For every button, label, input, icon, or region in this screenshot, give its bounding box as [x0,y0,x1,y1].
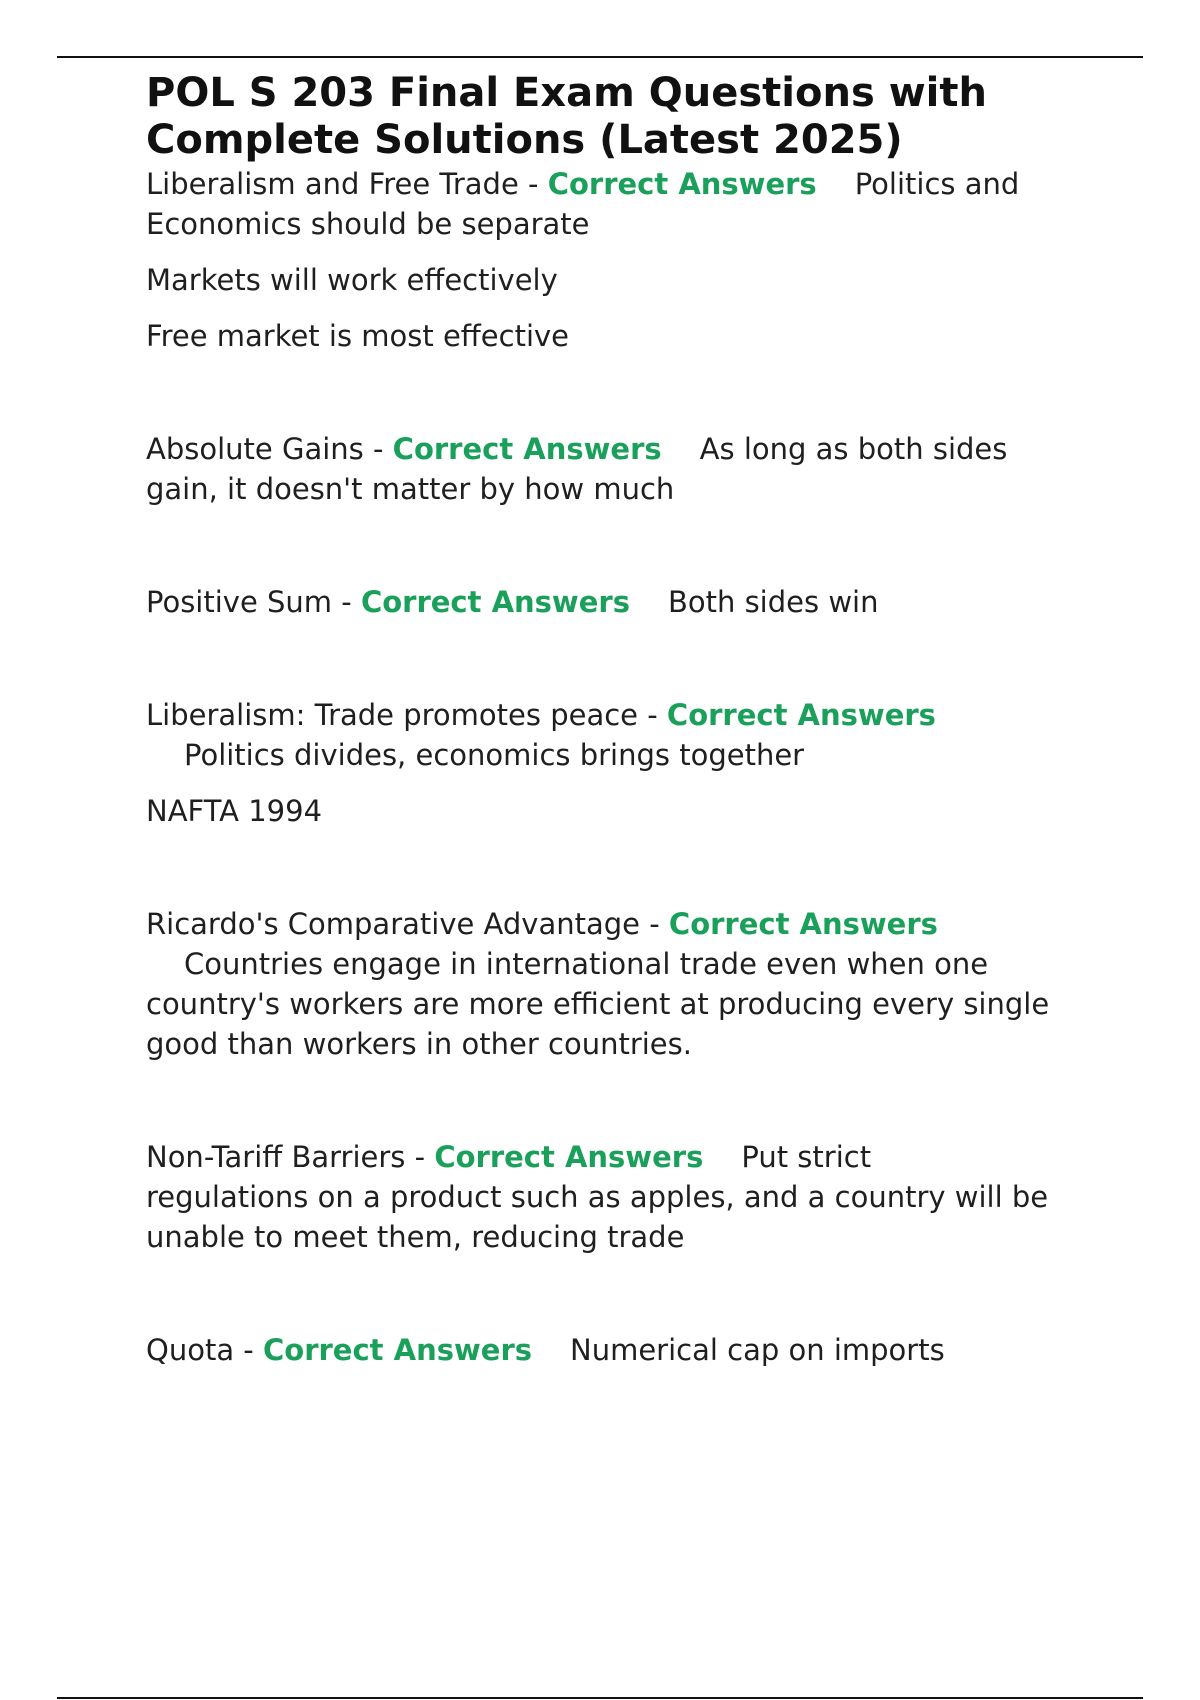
answer-text: Free market is most effective [146,319,570,353]
qa-entry [146,904,1086,1064]
answer-text: Politics and [854,167,1020,201]
qa-line [146,904,1086,944]
answer-text: Economics should be separate [146,207,590,241]
correct-answers-label: Correct Answers [360,585,630,619]
qa-line [146,429,1086,469]
answer-text: NAFTA 1994 [146,794,323,828]
qa-line [146,944,1086,984]
term: Absolute Gains - [146,432,393,466]
answer-text: Politics divides, economics brings together [184,738,805,772]
qa-entry [146,164,1086,356]
qa-line [146,164,1086,204]
correct-answers-label: Correct Answers [547,167,817,201]
correct-answers-label: Correct Answers [392,432,662,466]
term: Ricardo's Comparative Advantage - [146,907,669,941]
qa-line [146,1330,1086,1370]
qa-line [146,735,1086,775]
correct-answers-label: Correct Answers [666,698,936,732]
term: Quota - [146,1333,263,1367]
qa-line [146,695,1086,735]
answer-text: gain, it doesn't matter by how much [146,472,675,506]
term: Liberalism: Trade promotes peace - [146,698,667,732]
answer-text: Put strict [741,1140,872,1174]
qa-entry [146,1137,1086,1257]
document-body [146,70,1086,1370]
answer-text: Numerical cap on imports [570,1333,945,1367]
top-rule [57,56,1143,58]
answer-text: country's workers are more efficient at producing every single [146,987,1050,1021]
correct-answers-label: Correct Answers [434,1140,704,1174]
document-title: POL S 203 Final Exam Questions with Complete Solutions (Latest 2025) [146,70,987,163]
answer-text: Both sides win [667,585,879,619]
bottom-rule [57,1697,1143,1699]
answer-text: good than workers in other countries. [146,1027,692,1061]
correct-answers-label: Correct Answers [263,1333,533,1367]
qa-entry [146,1330,1086,1370]
qa-entry [146,695,1086,831]
term: Positive Sum - [146,585,361,619]
answer-text: Countries engage in international trade even when one [184,947,989,981]
answer-text: unable to meet them, reducing trade [146,1220,685,1254]
qa-entry [146,582,1086,622]
answer-text: Markets will work effectively [146,263,558,297]
answer-text: regulations on a product such as apples, and a country will be [146,1180,1049,1214]
qa-line [146,582,1086,622]
qa-line [146,1137,1086,1177]
term: Liberalism and Free Trade - [146,167,548,201]
term: Non-Tariff Barriers - [146,1140,435,1174]
correct-answers-label: Correct Answers [668,907,938,941]
answer-text: As long as both sides [699,432,1008,466]
qa-entry [146,429,1086,509]
